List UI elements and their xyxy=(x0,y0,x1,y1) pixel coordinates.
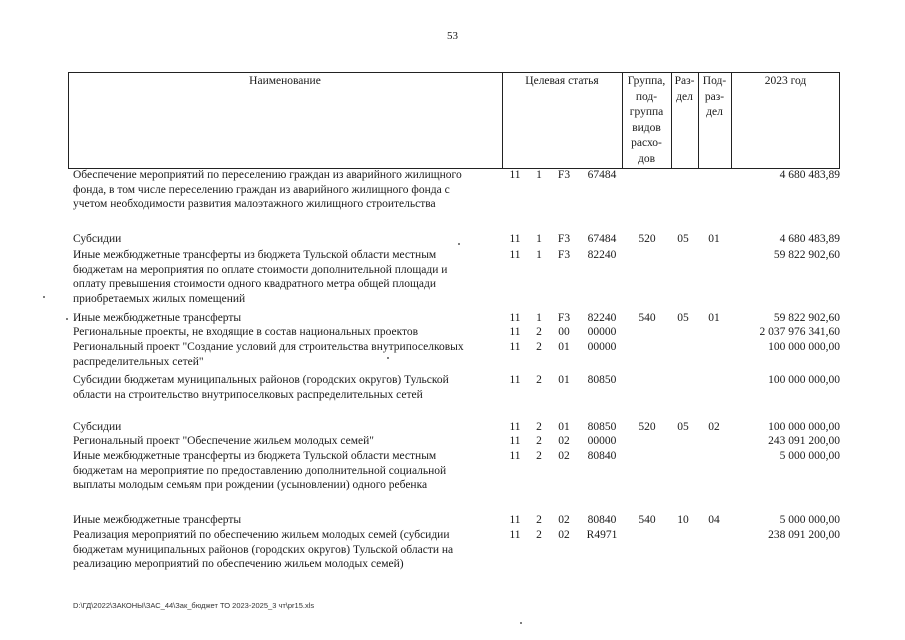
code-part-3: 02 xyxy=(558,450,570,462)
subsection-code: 01 xyxy=(708,233,720,245)
scan-speck xyxy=(66,318,68,320)
amount: 243 091 200,00 xyxy=(768,435,840,447)
row-name-line: бюджетам на мероприятие по предоставлению дополнительной социальной xyxy=(73,464,447,477)
code-part-3: F3 xyxy=(557,169,571,181)
header-section: Раз- дел xyxy=(674,75,695,103)
amount: 59 822 902,60 xyxy=(773,312,840,324)
header-name: Наименование xyxy=(249,75,321,87)
code-part-4: 00000 xyxy=(587,341,617,353)
header-subsection: Под- раз- дел xyxy=(702,75,727,118)
row-name-line: Субсидии xyxy=(73,233,122,245)
code-part-3: 02 xyxy=(558,514,570,526)
row-name xyxy=(73,232,505,247)
code-part-1: 11 xyxy=(509,374,521,386)
row-name-line: Региональные проекты, не входящие в состав национальных проектов xyxy=(73,326,419,338)
row-name xyxy=(73,420,505,435)
amount: 238 091 200,00 xyxy=(768,529,840,541)
row-name-line: Иные межбюджетные трансферты xyxy=(73,312,242,324)
code-part-2: 2 xyxy=(536,374,542,386)
row-name-line: Субсидии бюджетам муниципальных районов (городских округов) Тульской xyxy=(73,374,449,386)
section-code: 10 xyxy=(677,514,689,526)
group-code: 540 xyxy=(638,312,656,324)
code-part-2: 2 xyxy=(536,450,542,462)
row-name xyxy=(73,513,505,528)
code-part-2: 2 xyxy=(536,326,542,338)
amount: 4 680 483,89 xyxy=(779,169,840,181)
section-code: 05 xyxy=(677,233,689,245)
subsection-code: 01 xyxy=(708,312,720,324)
code-part-2: 1 xyxy=(536,233,542,245)
amount: 100 000 000,00 xyxy=(768,421,840,433)
row-name-line: бюджетам муниципальных районов (городских округов) Тульской области на xyxy=(73,543,454,556)
scan-speck xyxy=(458,243,460,245)
code-part-1: 11 xyxy=(509,341,521,353)
code-part-4: 00000 xyxy=(587,435,617,447)
code-part-1: 11 xyxy=(509,421,521,433)
row-name xyxy=(73,325,505,340)
group-code: 520 xyxy=(638,421,656,433)
amount: 5 000 000,00 xyxy=(779,450,840,462)
subsection-code: 04 xyxy=(708,514,720,526)
row-name xyxy=(73,340,505,369)
section-code: 05 xyxy=(677,312,689,324)
code-part-4: R4971 xyxy=(586,529,618,541)
code-part-4: 82240 xyxy=(587,249,617,261)
scan-speck xyxy=(387,357,389,359)
row-name-line: Иные межбюджетные трансферты из бюджета Тульской области местным xyxy=(73,249,437,261)
row-name-line: Региональный проект "Создание условий для строительства внутрипоселковых xyxy=(73,341,464,353)
row-name xyxy=(73,528,505,572)
amount: 4 680 483,89 xyxy=(779,233,840,245)
section-code: 05 xyxy=(677,421,689,433)
code-part-4: 82240 xyxy=(587,312,617,324)
code-part-3: 02 xyxy=(558,529,570,541)
row-name-line: Реализация мероприятий по обеспечению жильем молодых семей (субсидии xyxy=(73,529,450,541)
row-name xyxy=(73,311,505,326)
row-name-line: оплату превышения стоимости одного квадратного метра общей площади xyxy=(73,278,436,290)
row-name xyxy=(73,168,505,212)
row-name-line: учетом необходимости развития малоэтажного жилищного строительства xyxy=(73,198,436,210)
scan-speck xyxy=(43,296,45,298)
scan-speck xyxy=(520,622,522,624)
code-part-2: 2 xyxy=(536,341,542,353)
row-name xyxy=(73,248,505,306)
row-name-line: Иные межбюджетные трансферты xyxy=(73,514,242,526)
code-part-3: F3 xyxy=(557,312,571,324)
header-target: Целевая статья xyxy=(525,75,599,87)
row-name xyxy=(73,434,505,449)
row-name-line: Иные межбюджетные трансферты из бюджета Тульской области местным xyxy=(73,450,437,462)
amount: 100 000 000,00 xyxy=(768,374,840,386)
header-group: Группа, под- группа видов расхо- дов xyxy=(627,75,666,165)
code-part-3: F3 xyxy=(557,233,571,245)
row-name xyxy=(73,373,505,402)
code-part-2: 1 xyxy=(536,312,542,324)
code-part-4: 80850 xyxy=(587,421,617,433)
group-code: 540 xyxy=(638,514,656,526)
row-name-line: приобретаемых жилых помещений xyxy=(73,292,246,305)
code-part-2: 2 xyxy=(536,514,542,526)
row-name-line: распределительных сетей" xyxy=(73,355,204,368)
code-part-1: 11 xyxy=(509,326,521,338)
row-name-line: Субсидии xyxy=(73,421,122,433)
row-name-line: выплаты молодым семьям при рождении (усыновлении) одного ребенка xyxy=(73,479,428,491)
code-part-1: 11 xyxy=(509,514,521,526)
code-part-3: 02 xyxy=(558,435,570,447)
code-part-2: 2 xyxy=(536,421,542,433)
code-part-3: 01 xyxy=(558,341,570,353)
row-name-line: реализацию мероприятий по обеспечению жильем молодых семей) xyxy=(73,558,404,570)
code-part-4: 67484 xyxy=(587,233,617,245)
code-part-1: 11 xyxy=(509,312,521,324)
row-name xyxy=(73,449,505,493)
code-part-4: 80850 xyxy=(587,374,617,386)
code-part-1: 11 xyxy=(509,435,521,447)
code-part-3: F3 xyxy=(557,249,571,261)
code-part-4: 67484 xyxy=(587,169,617,181)
code-part-1: 11 xyxy=(509,169,521,181)
code-part-4: 00000 xyxy=(587,326,617,338)
code-part-4: 80840 xyxy=(587,514,617,526)
page-number: 53 xyxy=(447,30,458,42)
row-name-line: бюджетам на мероприятия по оплате стоимости дополнительной площади и xyxy=(73,263,448,276)
code-part-3: 00 xyxy=(558,326,570,338)
amount: 5 000 000,00 xyxy=(779,514,840,526)
code-part-1: 11 xyxy=(509,233,521,245)
row-name-line: Региональный проект "Обеспечение жильем молодых семей" xyxy=(73,435,374,447)
code-part-2: 2 xyxy=(536,529,542,541)
amount: 59 822 902,60 xyxy=(773,249,840,261)
code-part-1: 11 xyxy=(509,529,521,541)
code-part-2: 2 xyxy=(536,435,542,447)
header-year: 2023 год xyxy=(764,75,807,87)
file-path-footer: D:\ГД\2022\ЗАКОНЫ\ЗАС_44\Зак_бюджет ТО 2023-2025_3 чт\pr15.xls xyxy=(73,601,315,610)
amount: 100 000 000,00 xyxy=(768,341,840,353)
code-part-1: 11 xyxy=(509,450,521,462)
row-name-line: Обеспечение мероприятий по переселению граждан из аварийного жилищного xyxy=(73,169,462,181)
row-name-line: фонда, в том числе переселению граждан из аварийного жилищного фонда с xyxy=(73,183,450,196)
subsection-code: 02 xyxy=(708,421,720,433)
code-part-3: 01 xyxy=(558,374,570,386)
code-part-1: 11 xyxy=(509,249,521,261)
code-part-4: 80840 xyxy=(587,450,617,462)
code-part-3: 01 xyxy=(558,421,570,433)
group-code: 520 xyxy=(638,233,656,245)
amount: 2 037 976 341,60 xyxy=(759,326,840,338)
code-part-2: 1 xyxy=(536,249,542,261)
code-part-2: 1 xyxy=(536,169,542,181)
row-name-line: области на строительство внутрипоселковых распределительных сетей xyxy=(73,388,423,401)
